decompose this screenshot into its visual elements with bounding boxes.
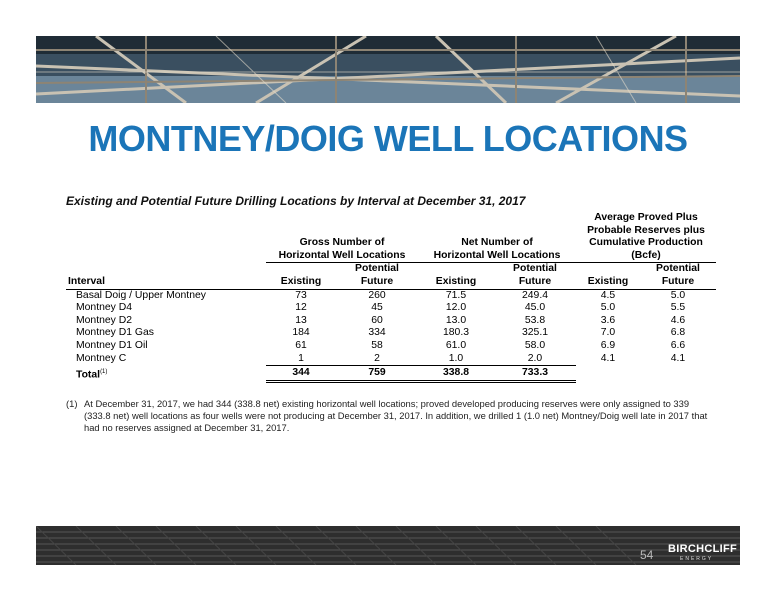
net-potential-label: Potential	[513, 263, 557, 275]
reserves-future-cell: 5.0	[670, 289, 686, 301]
net-existing-cell: 71.5	[445, 289, 467, 301]
reserves-existing-cell: 7.0	[600, 327, 616, 339]
reserves-header-line1: Average Proved Plus	[594, 212, 698, 223]
header-row-1	[66, 212, 716, 225]
gross-future-cell: 334	[368, 327, 386, 339]
gross-future-header: Future	[336, 276, 418, 289]
gross-existing-cell: 184	[292, 327, 310, 339]
reserves-existing-header: Existing	[576, 276, 640, 289]
net-future-cell: 249.4	[521, 289, 548, 301]
net-header-line1: Net Number of	[461, 237, 533, 249]
footnote-text: At December 31, 2017, we had 344 (338.8 net) existing horizontal well locations; proved developed producing reserves were only assigned to 339 (333.8 net) well locations as four wells were not producing at December 31, 2017. In addition, we drilled 1 (1.0 net) Montney/Doig well late in 2017 that had no reserves assigned at December 31, 2017.	[84, 398, 708, 433]
interval-cell: Montney D1 Gas	[76, 327, 154, 339]
header-row-4	[66, 250, 716, 263]
net-existing-cell: 61.0	[445, 339, 467, 351]
reserves-future-cell: 4.6	[670, 314, 686, 326]
interval-cell: Montney C	[76, 352, 127, 364]
gross-header-line2: Horizontal Well Locations	[266, 250, 418, 263]
reserves-potential-label: Potential	[656, 263, 700, 275]
net-future-cell: 2.0	[494, 353, 576, 366]
reserves-existing-cell: 5.0	[600, 302, 616, 314]
table-row	[66, 302, 716, 315]
net-future-header: Future	[494, 276, 576, 289]
table-row	[66, 315, 716, 328]
reserves-header-line3: Cumulative Production	[589, 237, 703, 249]
gross-future-cell: 2	[336, 353, 418, 366]
header-row-5	[66, 263, 716, 276]
net-future-cell: 45.0	[524, 302, 546, 314]
page-number: 54	[640, 548, 654, 562]
gross-existing-cell: 73	[295, 289, 307, 301]
top-white-margin	[0, 0, 776, 36]
table-row	[66, 289, 716, 302]
header-row-2	[66, 225, 716, 238]
birchcliff-logo-subtitle: ENERGY	[680, 556, 714, 562]
interval-cell: Montney D2	[76, 314, 133, 326]
footer-band	[36, 526, 740, 565]
net-existing-cell: 13.0	[445, 314, 467, 326]
gross-existing-header: Existing	[266, 276, 336, 289]
well-locations-table	[66, 212, 716, 383]
reserves-existing-cell: 3.6	[600, 314, 616, 326]
footnote	[66, 398, 716, 434]
interval-cell: Montney D4	[76, 302, 133, 314]
table-subtitle: Existing and Potential Future Drilling Locations by Interval at December 31, 2017	[66, 194, 526, 208]
table-row	[66, 340, 716, 353]
net-header-line2: Horizontal Well Locations	[418, 250, 576, 263]
total-label: Total	[76, 369, 101, 381]
page-title: MONTNEY/DOIG WELL LOCATIONS	[88, 118, 688, 159]
gross-existing-cell: 1	[266, 353, 336, 366]
interval-column-header: Interval	[66, 276, 266, 289]
gross-future-cell: 60	[371, 314, 383, 326]
birchcliff-logo: BIRCHCLIFF	[668, 543, 737, 555]
net-future-cell: 325.1	[521, 327, 548, 339]
total-net-future: 733.3	[494, 366, 576, 382]
net-existing-cell: 180.3	[442, 327, 469, 339]
reserves-future-cell: 4.1	[670, 352, 686, 364]
gross-header-line1: Gross Number of	[299, 237, 385, 249]
gross-existing-cell: 61	[295, 339, 307, 351]
reserves-header-line2: Probable Reserves plus	[587, 224, 705, 236]
total-label-cell	[66, 366, 266, 382]
gross-future-cell: 260	[368, 289, 386, 301]
reserves-existing-cell: 4.5	[600, 289, 616, 301]
header-banner-image	[36, 36, 740, 103]
reserves-existing-cell: 6.9	[600, 339, 616, 351]
table-row	[66, 327, 716, 340]
gross-future-cell: 45	[371, 302, 383, 314]
table-row	[66, 353, 716, 366]
total-row	[66, 366, 716, 382]
gross-potential-label: Potential	[355, 263, 399, 275]
net-existing-header: Existing	[418, 276, 494, 289]
header-row-3	[66, 237, 716, 250]
reserves-future-cell: 6.6	[670, 339, 686, 351]
reserves-header-line4: (Bcfe)	[576, 250, 716, 263]
reserves-future-cell: 6.8	[670, 327, 686, 339]
interval-cell: Montney D1 Oil	[76, 339, 148, 351]
footnote-number: (1)	[66, 398, 78, 409]
gross-existing-cell: 13	[295, 314, 307, 326]
total-footnote-marker: (1)	[100, 368, 108, 375]
header-row-6	[66, 276, 716, 289]
reserves-future-cell: 5.5	[670, 302, 686, 314]
reserves-existing-cell: 4.1	[600, 352, 616, 364]
gross-existing-cell: 12	[295, 302, 307, 314]
total-net-existing: 338.8	[418, 366, 494, 382]
net-future-cell: 58.0	[524, 339, 546, 351]
total-gross-existing: 344	[266, 366, 336, 382]
net-existing-cell: 1.0	[418, 353, 494, 366]
total-gross-future: 759	[336, 366, 418, 382]
reserves-future-header: Future	[640, 276, 716, 289]
gross-future-cell: 58	[371, 339, 383, 351]
interval-cell: Basal Doig / Upper Montney	[76, 289, 206, 301]
net-existing-cell: 12.0	[445, 302, 467, 314]
net-future-cell: 53.8	[524, 314, 546, 326]
